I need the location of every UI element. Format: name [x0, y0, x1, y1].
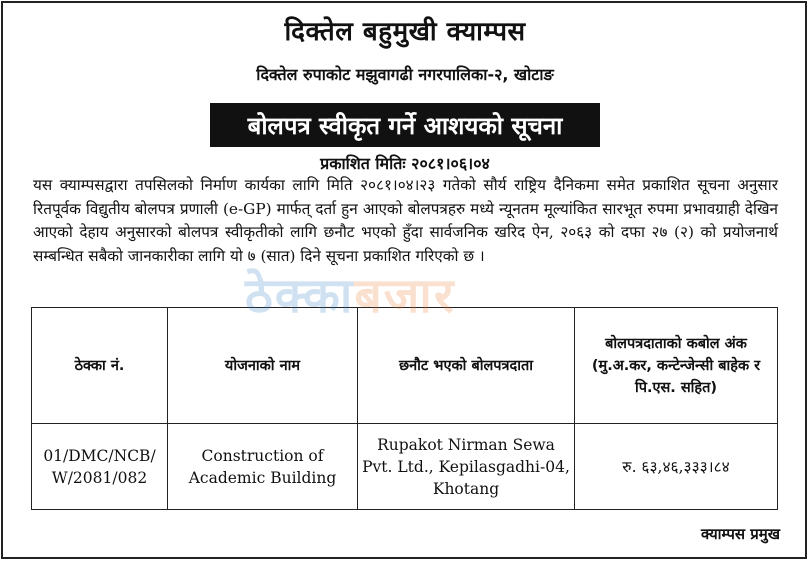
table-row	[32, 424, 778, 510]
campus-name-heading: दिक्तेल बहुमुखी क्याम्पस	[284, 17, 526, 47]
cell-contract-no: 01/DMC/NCB/ W/2081/082	[32, 424, 168, 510]
cell-bidder: Rupakot Nirman Sewa Pvt. Ltd., Kepilasgadhi-04, Khotang	[358, 424, 575, 510]
notice-title-banner: बोलपत्र स्वीकृत गर्ने आशयको सूचना	[210, 103, 600, 147]
watermark-text-bazar: बजार	[354, 268, 456, 324]
signatory-title: क्याम्पस प्रमुख	[700, 525, 780, 543]
table-header-row	[32, 308, 778, 424]
header-project-name: योजनाको नाम	[168, 308, 358, 424]
cell-project-name: Construction of Academic Building	[168, 424, 358, 510]
header-contract-no: ठेक्का नं.	[32, 308, 168, 424]
published-date: प्रकाशित मितिः २०८१।०६।०४	[320, 154, 490, 173]
notice-paragraph: यस क्याम्पसद्वारा तपसिलको निर्माण कार्यका लागि मिति २०८१।०४।२३ गतेको सौर्य राष्ट्रिय दैनिकमा समेत प्रकाशित सूचना अनुसार रितपूर्वक विद्युतीय बोलपत्र प्रणाली (e-GP) मार्फत् दर्ता हुन आएको बोलपत्रहरु मध्ये न्यूनतम मूल्यांकित सारभूत रुपमा प्रभावग्राही देखिन आएको देहाय अनुसारको बोलपत्र स्वीकृतीको लागि छनौट भएको हुँदा सार्वजनिक खरिद ऐन, २०६३ को दफा २७ (२) को प्रयोजनार्थ सम्बन्धित सबैको जानकारीका लागि यो ७ (सात) दिने सूचना प्रकाशित गरिएको छ ।	[33, 176, 778, 265]
watermark-text-thekka: ठेक्का	[245, 268, 355, 324]
cell-bid-amount: रु. ६३,४६,३३३।८४	[575, 424, 778, 510]
header-selected-bidder: छनौट भएको बोलपत्रदाता	[358, 308, 575, 424]
campus-address: दिक्तेल रुपाकोट मझुवागढी नगरपालिका-२, खोटाङ	[256, 65, 554, 84]
header-bid-amount: बोलपत्रदाताको कबोल अंक (मु.अ.कर, कन्टेन्जेन्सी बाहेक र पि.एस. सहित)	[575, 308, 778, 424]
bid-details-table	[31, 307, 778, 510]
